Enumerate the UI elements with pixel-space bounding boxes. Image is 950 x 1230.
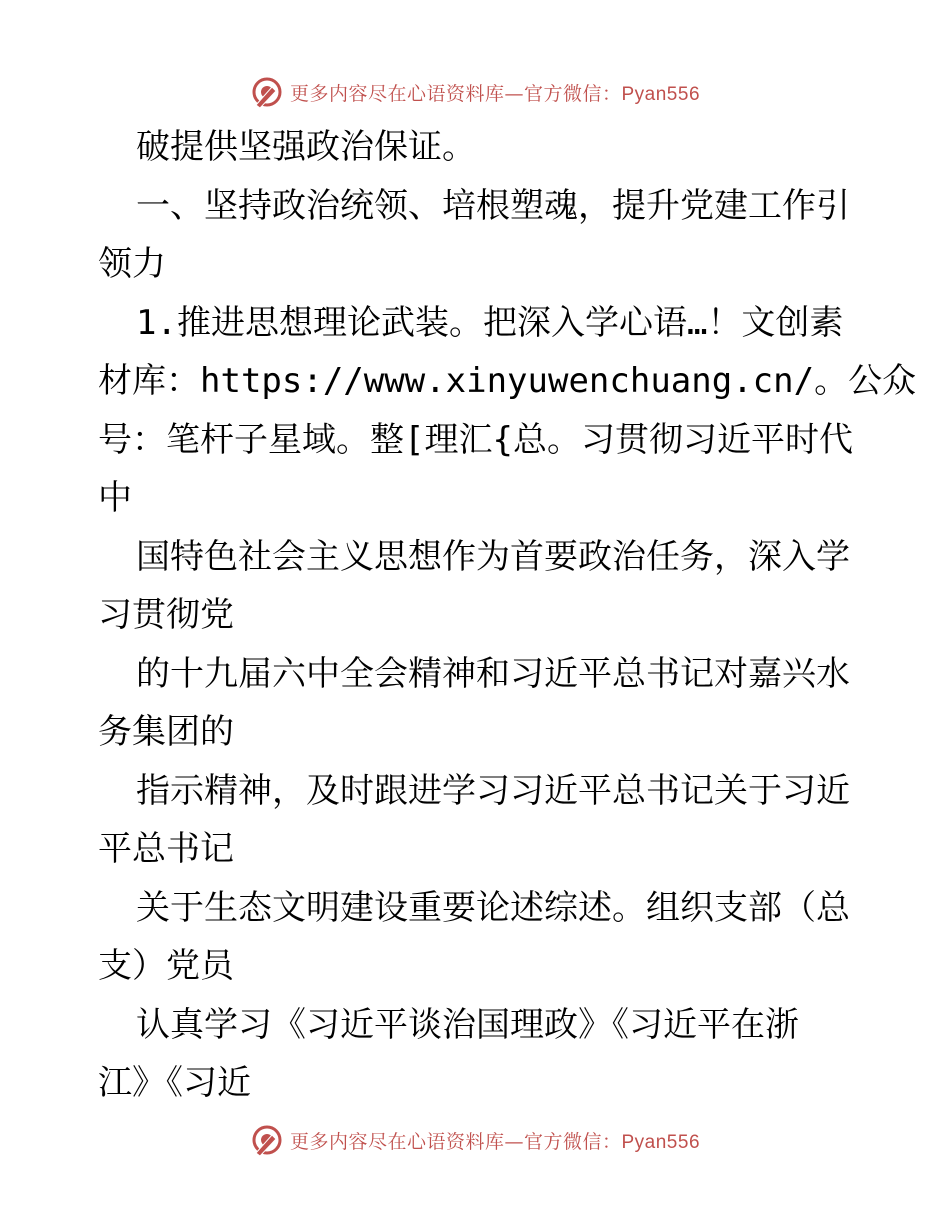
text-line: 号：笔杆子星域。整[理汇{总。习贯彻习近平时代 [98,419,853,460]
text-line: 破提供坚强政治保证。 [136,127,476,167]
text-line: 领力 [98,244,166,284]
banner-wechat-id: Pyan556 [621,1131,701,1153]
text-line: 材库：https://www.xinyuwenchuang.cn/。公众 [98,361,917,401]
text-line: 认真学习《习近平谈治国理政》《习近平在浙 [136,1004,799,1045]
text-line: 习贯彻党 [98,595,234,635]
text-line: 中 [98,478,132,518]
text-line: 一、坚持政治统领、培根塑魂，提升党建工作引 [136,185,850,226]
red-pen-circle-icon [250,1123,284,1157]
header-banner [0,72,950,112]
banner-text: 更多内容尽在心语资料库—官方微信： [289,1130,622,1153]
footer-banner [0,1120,950,1160]
text-line: 指示精神，及时跟进学习习近平总书记关于习近 [136,770,850,811]
text-line: 务集团的 [98,712,234,752]
text-line: 支）党员 [98,946,234,986]
text-line: 江》《习近 [98,1063,251,1103]
text-line: 平总书记 [98,829,234,869]
text-line: 国特色社会主义思想作为首要政治任务，深入学 [136,536,850,577]
text-line: 的十九届六中全会精神和习近平总书记对嘉兴水 [136,653,850,694]
banner-wechat-id: Pyan556 [621,83,701,105]
banner-text: 更多内容尽在心语资料库—官方微信： [289,82,622,105]
text-line: 1.推进思想理论武装。把深入学心语…！文创素 [136,302,844,343]
text-line: 关于生态文明建设重要论述综述。组织支部（总 [136,887,850,928]
body-text [98,118,917,1113]
red-pen-circle-icon [250,75,284,109]
